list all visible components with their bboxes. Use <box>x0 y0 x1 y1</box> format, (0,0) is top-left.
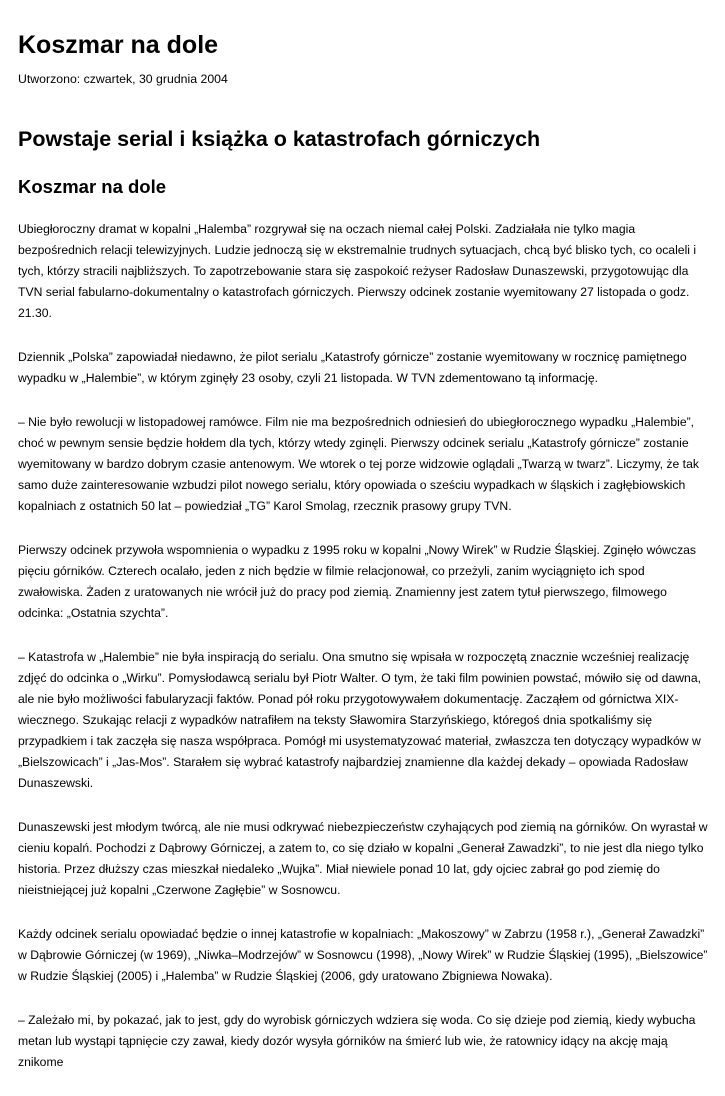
paragraph: – Zależało mi, by pokazać, jak to jest, gdy do wyrobisk górniczych wdziera się woda. Co się dzieje pod ziemią, kiedy wybucha metan lub wystąpi tąpnięcie czy zawał, kiedy dozór wysyła górników na śmierć lub wie, że ratownicy idący na akcję mają znikome <box>18 1013 696 1069</box>
paragraph: Dziennik „Polska” zapowiadał niedawno, że pilot serialu „Katastrofy górnicze” zostanie wyemitowany w rocznicę pamiętnego wypadku w „Halembie”, w którym zginęły 23 osoby, czyli 21 listopada. W TVN zdementowano tą informację. <box>18 350 687 385</box>
paragraph: Pierwszy odcinek przywoła wspomnienia o wypadku z 1995 roku w kopalni „Nowy Wirek” w Rudzie Śląskiej. Zginęło wówczas pięciu górników. Czterech ocalało, jeden z nich będzie w filmie relacjonował, co przeżyli, zanim wyciągnięto ich spod zwałowiska. Żaden z uratowanych nie wrócił już do pracy pod ziemią. Znamienny jest zatem tytuł pierwszego, filmowego odcinka: „Ostatnia szychta”. <box>18 543 697 620</box>
article-body <box>18 219 710 1096</box>
article-subheadline: Koszmar na dole <box>18 176 167 197</box>
paragraph: Dunaszewski jest młodym twórcą, ale nie musi odkrywać niebezpieczeństw czyhających pod ziemią na górników. On wyrastał w cieniu kopalń. Pochodzi z Dąbrowy Górniczej, a zatem to, co się działo w kopalni „Generał Zawadzki”, to nie jest dla niego tylko historia. Przez dłuższy czas mieszkał niedaleko „Wujka”. Miał niewiele ponad 10 lat, gdy ojciec zabrał go pod ziemię do nieistniejącej już kopalni „Czerwone Zagłębie” w Sosnowcu. <box>18 820 708 897</box>
article-title: Koszmar na dole <box>18 31 219 59</box>
paragraph: – Nie było rewolucji w listopadowej ramówce. Film nie ma bezpośrednich odniesień do ubiegłorocznego wypadku „Halembie”, choć w pewnym sensie będzie hołdem dla tych, którzy wtedy zginęli. Pierwszy odcinek serialu „Katastrofy górnicze” zostanie wyemitowany w bardzo dobrym czasie antenowym. We wtorek o tej porze widzowie oglądali „Twarzą w twarz”. Liczymy, że tak samo duże zainteresowanie wzbudzi pilot nowego serialu, który opowiada o sześciu wypadkach w śląskich i zagłębiowskich kopalniach z ostatnich 50 lat – powiedział „TG” Karol Smolag, rzecznik prasowy grupy TVN. <box>18 415 699 513</box>
paragraph: – Katastrofa w „Halembie” nie była inspiracją do serialu. Ona smutno się wpisała w rozpoczętą znacznie wcześniej realizację zdjęć do odcinka o „Wirku”. Pomysłodawcą serialu był Piotr Walter. O tym, że taki film powinien powstać, mówiło się od dawna, ale nie było możliwości fabularyzacji faktów. Ponad pół roku przygotowywałem dokumentację. Zacząłem od górnictwa XIX-wiecznego. Szukając relacji z wypadków natrafiłem na teksty Sławomira Starzyńskiego, któregoś dnia spotkaliśmy się przypadkiem i tak zaczęła się nasza współpraca. Pomógł mi usystematyzować materiał, zwłaszcza ten dotyczący wypadków w „Bielszowicach” i „Jas-Mos”. Starałem się wybrać katastrofy najbardziej znamienne dla każdej dekady – opowiada Radosław Dunaszewski. <box>18 650 701 790</box>
paragraph: Każdy odcinek serialu opowiadać będzie o innej katastrofie w kopalniach: „Makoszowy” w Zabrzu (1958 r.), „Generał Zawadzki” w Dąbrowie Górniczej (w 1969), „Niwka–Modrzejów” w Sosnowcu (1998), „Nowy Wirek” w Rudzie Śląskiej (1995), „Bielszowice” w Rudzie Śląskiej (2005) i „Halemba” w Rudzie Śląskiej (2006, gdy uratowano Zbigniewa Nowaka). <box>18 927 708 983</box>
paragraph: Ubiegłoroczny dramat w kopalni „Halemba” rozgrywał się na oczach niemal całej Polski. Zadziałała nie tylko magia bezpośrednich relacji telewizyjnych. Ludzie jednoczą się w ekstremalnie trudnych sytuacjach, chcą być blisko tych, co ocaleli i tych, którzy stracili najbliższych. To zapotrzebowanie stara się zaspokoić reżyser Radosław Dunaszewski, przygotowując dla TVN serial fabularno-dokumentalny o katastrofach górniczych. Pierwszy odcinek zostanie wyemitowany 27 listopada o godz. 21.30. <box>18 222 697 320</box>
created-date: Utworzono: czwartek, 30 grudnia 2004 <box>18 72 228 86</box>
article-headline: Powstaje serial i książka o katastrofach górniczych <box>18 127 541 151</box>
